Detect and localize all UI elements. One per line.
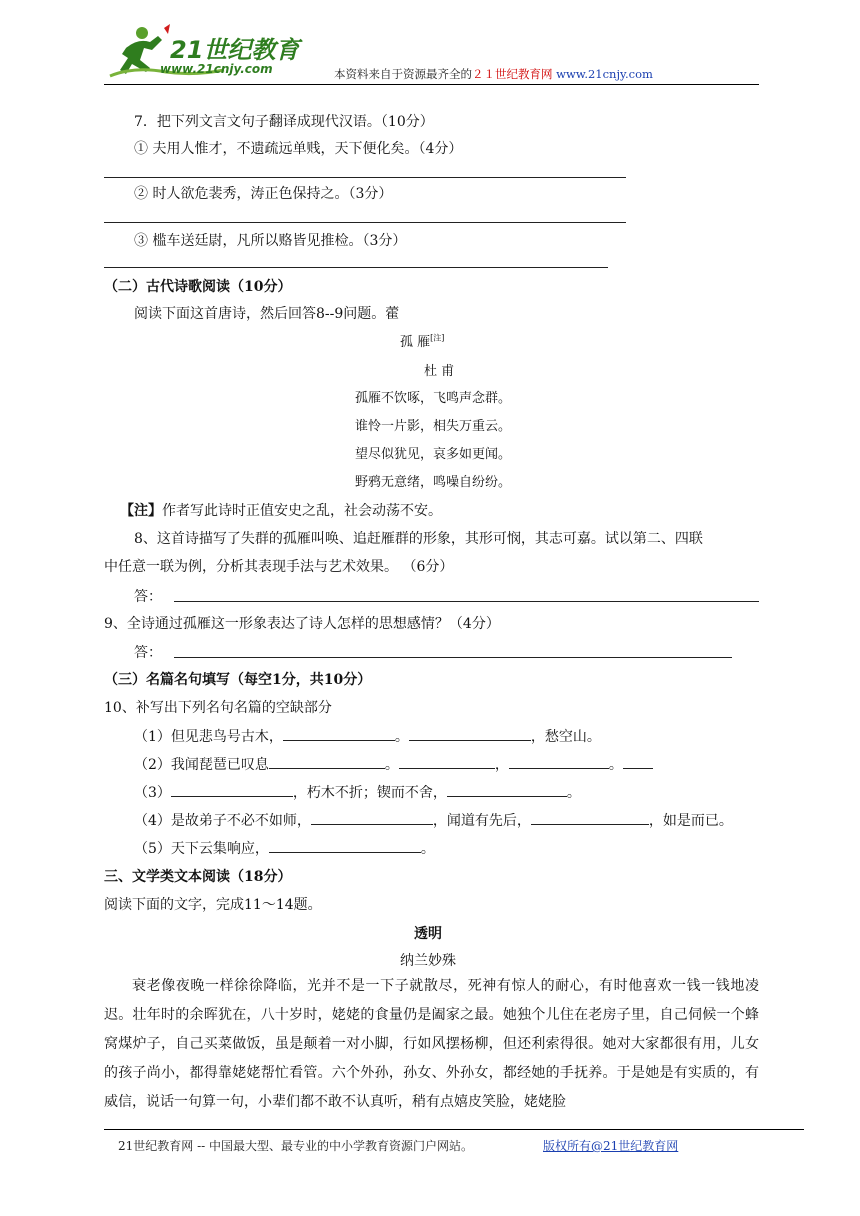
fill-blank[interactable] xyxy=(283,726,395,741)
fill-blank[interactable] xyxy=(531,810,649,825)
fill-item-2: （2）我闻琵琶已叹息 。 ， 。 xyxy=(134,754,653,774)
article-title: 透明 xyxy=(414,926,442,942)
poem-line-4: 野鸦无意绪，鸣噪自纷纷。 xyxy=(355,475,512,490)
fill-item-5: （5）天下云集响应， 。 xyxy=(134,838,435,858)
header-source-prefix: 本资料来自于资源最齐全的 xyxy=(334,67,472,81)
header-source-brand: ２１世纪教育网 xyxy=(472,67,553,81)
footer-text: 21世纪教育网 -- 中国最大型、最专业的中小学教育资源门户网站。 xyxy=(118,1139,474,1153)
logo-text: 21世纪教育 xyxy=(170,36,300,64)
section-famous-lines-heading: （三）名篇名句填写（每空1分，共10分） xyxy=(104,672,372,688)
poem-title: 孤 雁[注] xyxy=(400,333,445,350)
article-paragraph: 衰老像夜晚一样徐徐降临，光并不是一下子就散尽，死神有惊人的耐心，有时他喜欢一钱一钱地凌迟。壮年时的余晖犹在，八十岁时，姥姥的食量仍是阖家之最。她独个儿住在老房子里，自己伺候一个蜂窝煤炉子，自己买菜做饭，虽是颠着一对小脚，行如风摆杨柳，但还利索得很。她对大家都很有用，儿女的孩子尚小，都得靠姥姥帮忙看管。六个外孙，孙女、外孙女，都经她的手抚养。于是她是有实质的，有威信，说话一句算一句，小辈们都不敢不认真听，稍有点嬉皮笑脸，姥姥脸 xyxy=(104,978,759,1110)
header-source-line xyxy=(334,66,653,82)
poem-note xyxy=(120,500,442,520)
q8-line-2: 中任意一联为例，分析其表现手法与艺术效果。 （6分） xyxy=(104,559,454,575)
q8-answer-label: 答： xyxy=(134,589,162,605)
header-source-url[interactable]: www.21cnjy.com xyxy=(556,67,653,81)
fill-blank[interactable] xyxy=(269,754,385,769)
section-literature-heading: 三、文学类文本阅读（18分） xyxy=(104,869,292,885)
answer-line-q7-3[interactable] xyxy=(104,267,608,268)
poem-note-label: 【注】 xyxy=(120,503,162,519)
header-divider xyxy=(104,84,759,85)
poem-author: 杜 甫 xyxy=(424,364,455,379)
fill-blank[interactable] xyxy=(269,838,421,853)
section-poetry-heading: （二）古代诗歌阅读（10分） xyxy=(104,279,292,295)
answer-line-q9[interactable] xyxy=(174,657,732,658)
fill-blank[interactable] xyxy=(409,726,531,741)
q7-item-1: ① 夫用人惟才，不遗疏远单贱，天下便化矣。（4分） xyxy=(134,141,463,157)
fill-blank[interactable] xyxy=(399,754,495,769)
answer-line-q7-2[interactable] xyxy=(104,222,626,223)
answer-line-q7-1[interactable] xyxy=(104,177,626,178)
answer-line-q8[interactable] xyxy=(174,601,759,602)
section-literature-intro: 阅读下面的文字，完成11～14题。 xyxy=(104,897,322,913)
logo-url: www.21cnjy.com xyxy=(160,62,273,76)
poem-line-2: 谁怜一片影，相失万重云。 xyxy=(355,419,512,434)
q7-item-3: ③ 槛车送廷尉，凡所以赂皆见推检。（3分） xyxy=(134,233,407,249)
footer-copyright-link[interactable]: 版权所有@21世纪教育网 xyxy=(543,1139,679,1153)
footer-divider xyxy=(104,1129,804,1130)
fill-blank[interactable] xyxy=(623,754,653,769)
section-poetry-intro: 阅读下面这首唐诗，然后回答8--9问题。藿 xyxy=(134,306,400,322)
q10-question: 10、补写出下列名句名篇的空缺部分 xyxy=(104,700,332,716)
fill-blank[interactable] xyxy=(311,810,433,825)
poem-line-1: 孤雁不饮啄，飞鸣声念群。 xyxy=(355,391,512,406)
q9-question: 9、全诗通过孤雁这一形象表达了诗人怎样的思想感情？（4分） xyxy=(104,616,500,632)
fill-blank[interactable] xyxy=(171,782,293,797)
fill-item-4: （4）是故弟子不必不如师， ，闻道有先后， ，如是而已。 xyxy=(134,810,733,830)
q7-title: 7．把下列文言文句子翻译成现代汉语。（10分） xyxy=(134,114,434,130)
poem-line-3: 望尽似犹见，哀多如更闻。 xyxy=(355,447,512,462)
article-author: 纳兰妙殊 xyxy=(400,953,456,969)
fill-item-3: （3） ，朽木不折；锲而不舍， 。 xyxy=(134,782,581,802)
q8-line-1: 8、这首诗描写了失群的孤雁叫唤、追赶雁群的形象，其形可悯，其志可嘉。试以第二、四联 xyxy=(134,531,703,547)
poem-note-mark: [注] xyxy=(430,333,445,343)
fill-blank[interactable] xyxy=(447,782,567,797)
q7-item-2: ② 时人欲危裴秀，涛正色保持之。（3分） xyxy=(134,186,393,202)
fill-item-1: （1）但见悲鸟号古木， 。 ，愁空山。 xyxy=(134,726,601,746)
q9-answer-label: 答： xyxy=(134,645,162,661)
fill-blank[interactable] xyxy=(509,754,609,769)
poem-note-text: 作者写此诗时正值安史之乱，社会动荡不安。 xyxy=(162,503,442,519)
